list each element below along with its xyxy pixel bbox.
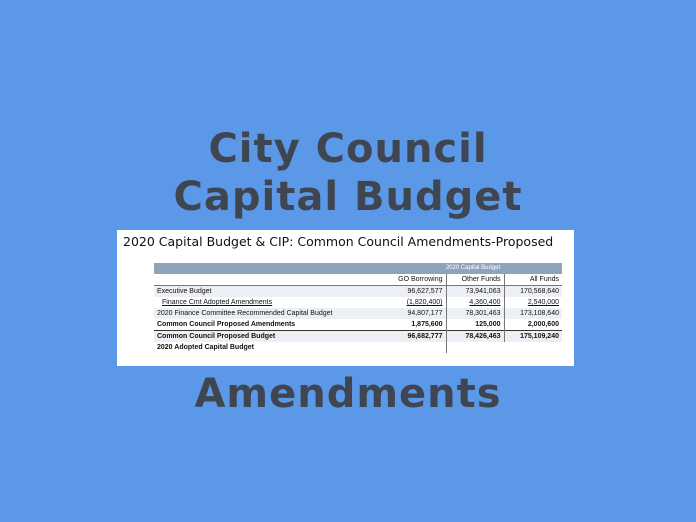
column-header-other-funds: Other Funds <box>446 274 504 286</box>
table-row <box>154 297 562 308</box>
headline-line-2: Capital Budget <box>173 174 523 220</box>
row-go-value <box>384 342 446 353</box>
column-header-blank <box>154 274 384 286</box>
budget-table <box>154 263 562 353</box>
row-go-value: 1,875,600 <box>411 321 443 328</box>
headline-line-3: Amendments <box>194 371 502 417</box>
row-label: 2020 Adopted Capital Budget <box>157 344 254 351</box>
table-title: 2020 Capital Budget & CIP: Common Council Amendments-Proposed <box>123 234 554 249</box>
table-row <box>154 342 562 353</box>
row-other-value: 78,301,463 <box>446 308 504 319</box>
table-row <box>154 331 562 343</box>
row-all-value: 2,540,000 <box>504 297 562 308</box>
row-other-value: 78,426,463 <box>446 331 504 343</box>
row-go-value: (1,820,400) <box>406 299 443 306</box>
row-label: Finance Cmt Adopted Amendments <box>162 299 273 306</box>
row-all-value: 175,109,240 <box>504 331 562 343</box>
table-row <box>154 286 562 298</box>
row-go-value: 94,807,177 <box>384 308 446 319</box>
row-label: 2020 Finance Committee Recommended Capital Budget <box>154 308 384 319</box>
row-other-value: 125,000 <box>446 319 504 331</box>
headline-line-1: City Council <box>208 126 488 172</box>
row-other-value: 4,360,400 <box>446 297 504 308</box>
group-header-blank <box>154 263 384 274</box>
row-all-value: 170,568,640 <box>504 286 562 298</box>
column-header-all-funds: All Funds <box>504 274 562 286</box>
table-column-header-row <box>154 274 562 286</box>
row-go-value: 96,627,577 <box>384 286 446 298</box>
table-row <box>154 308 562 319</box>
group-header-label: 2020 Capital Budget <box>384 263 562 274</box>
row-other-value: 73,941,063 <box>446 286 504 298</box>
table-group-header-row <box>154 263 562 274</box>
row-go-value: 96,682,777 <box>384 331 446 343</box>
row-other-value <box>446 342 504 353</box>
row-label: Common Council Proposed Amendments <box>157 321 296 328</box>
row-label: Executive Budget <box>154 286 384 298</box>
column-header-go-borrowing: GO Borrowing <box>384 274 446 286</box>
budget-table-image <box>117 230 574 366</box>
table-row <box>154 319 562 331</box>
row-all-value: 173,108,640 <box>504 308 562 319</box>
row-all-value: 2,000,600 <box>504 319 562 331</box>
row-label: Common Council Proposed Budget <box>154 331 384 343</box>
row-all-value <box>504 342 562 353</box>
